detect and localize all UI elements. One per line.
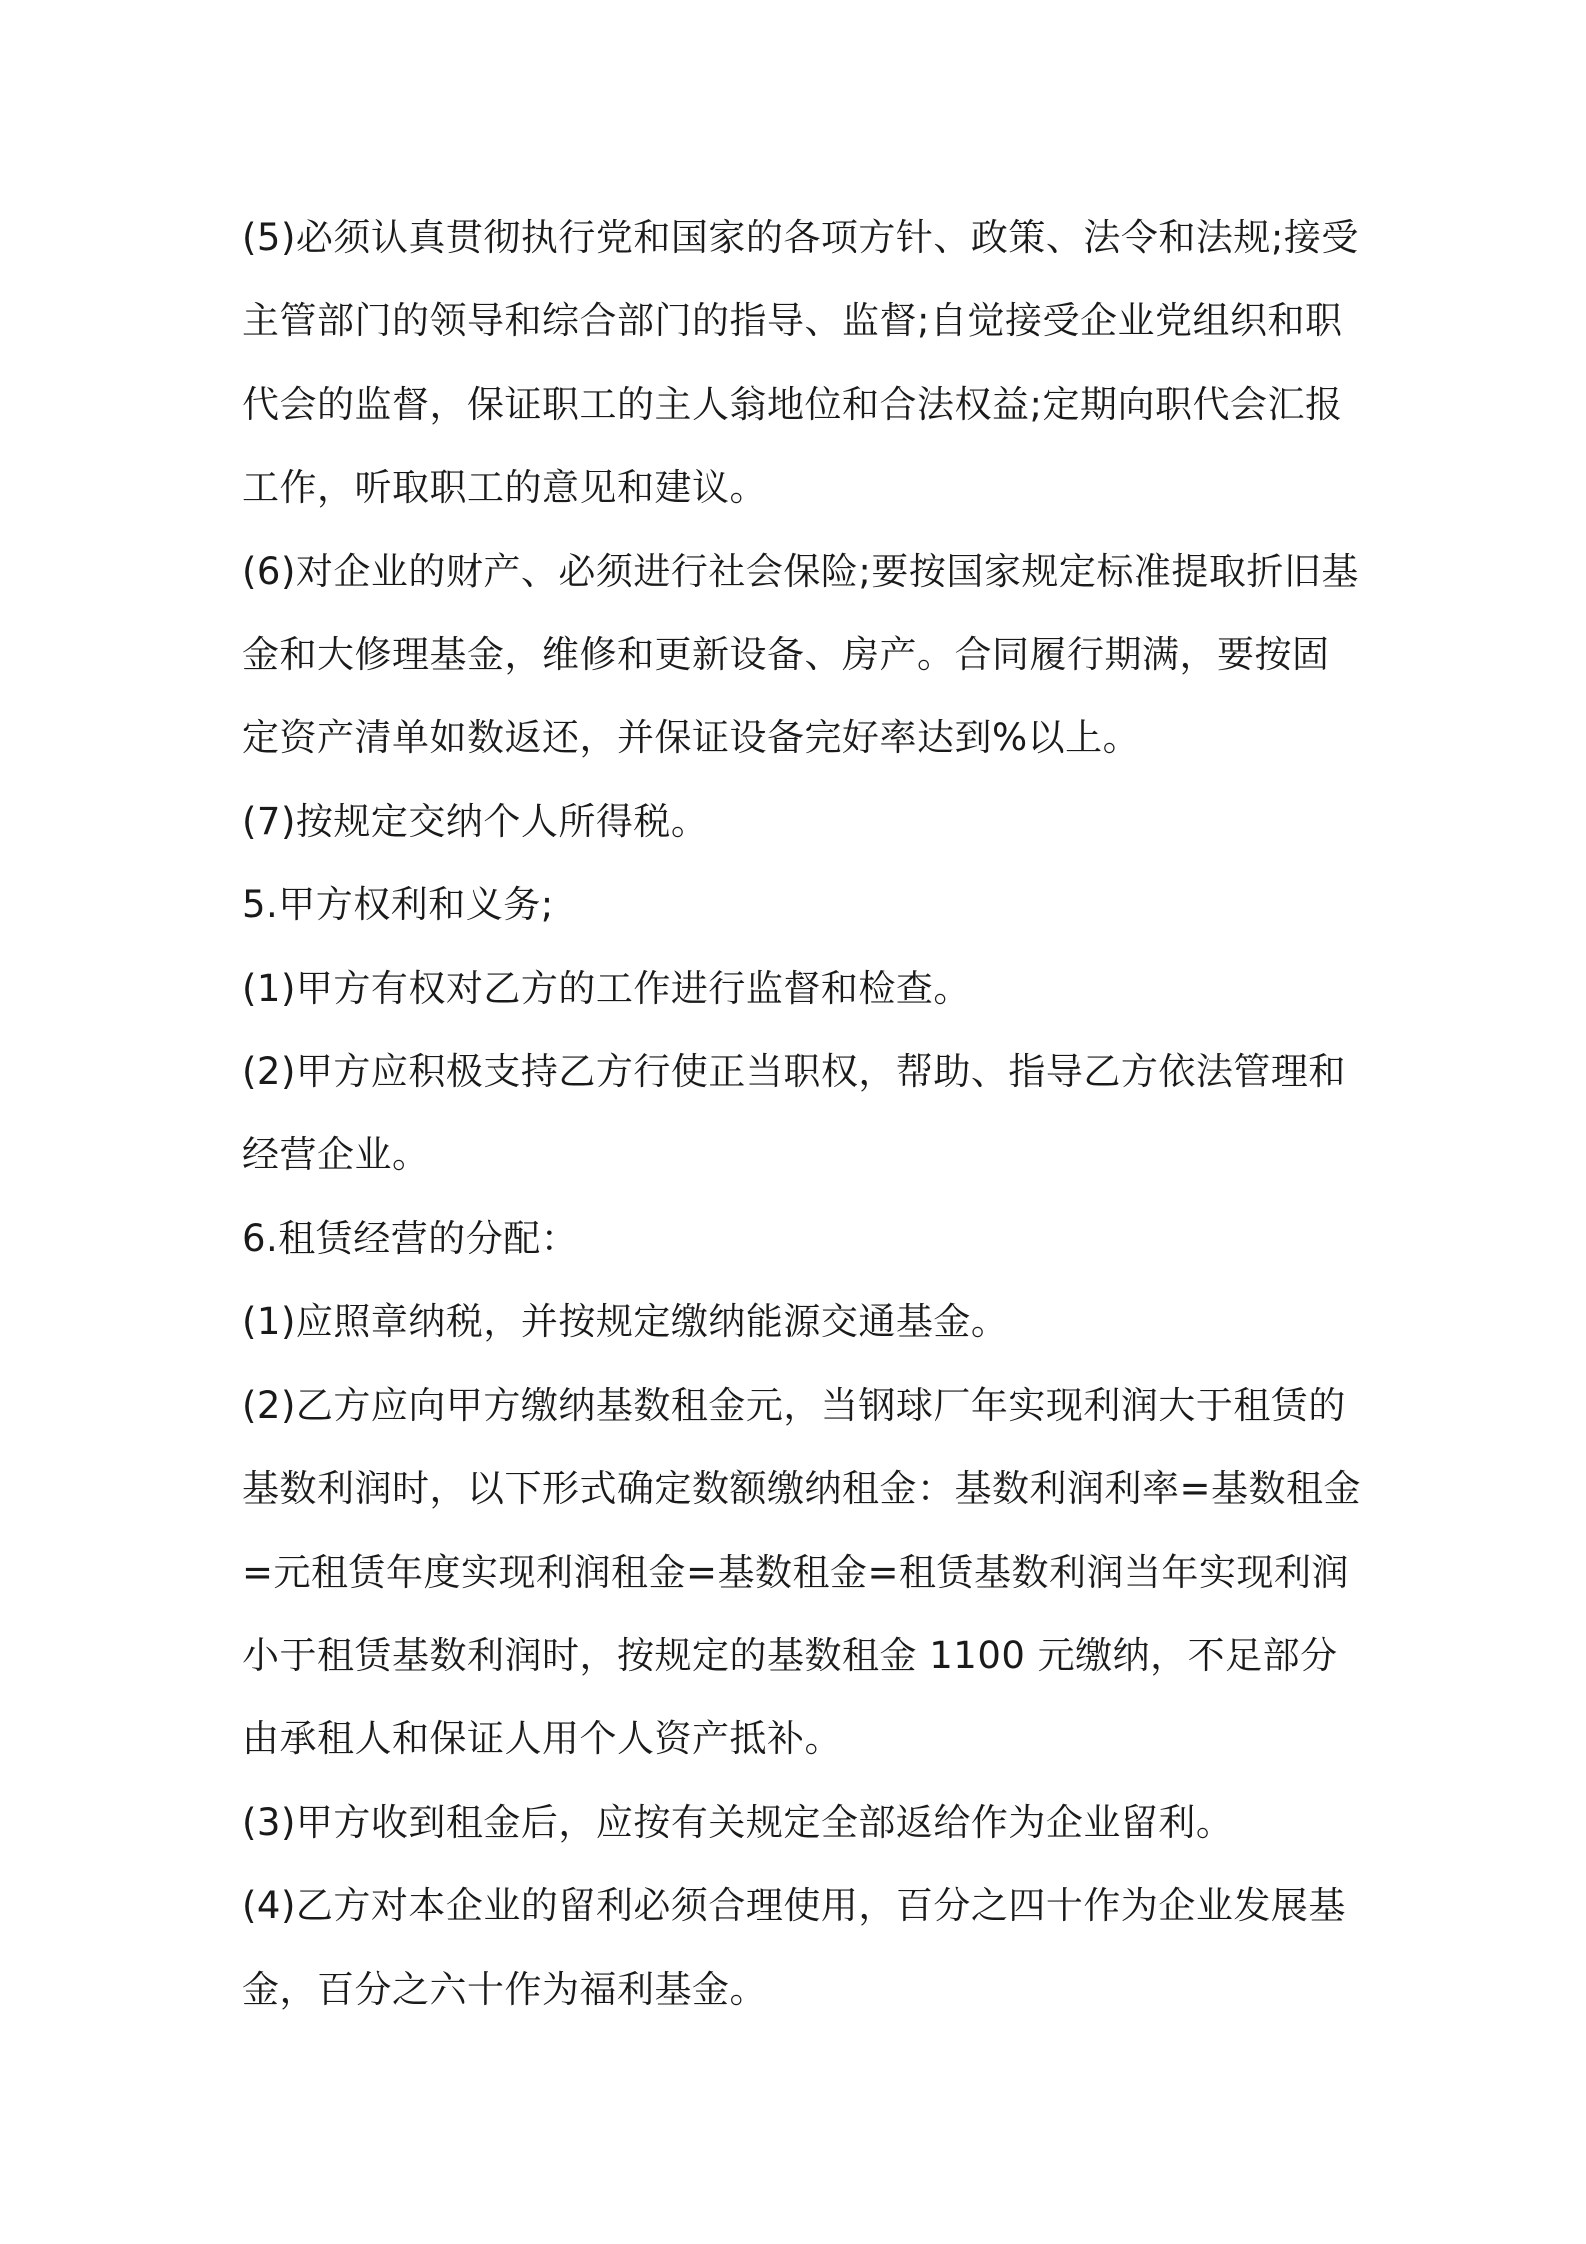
section-6-item-2: (2)乙方应向甲方缴纳基数租金元，当钢球厂年实现利润大于租赁的基数利润时，以下形式确定数额缴纳租金：基数利润利率=基数租金=元租赁年度实现利润租金=基数租金=租赁基数利润当年实现利润小于租赁基数利润时，按规定的基数租金 1100 元缴纳，不足部分由承租人和保证人用个人资产抵补。 [242,1383,1362,1761]
section-6-item-4: (4)乙方对本企业的留利必须合理使用，百分之四十作为企业发展基金，百分之六十作为福利基金。 [242,1884,1346,2011]
section-5-item-1: (1)甲方有权对乙方的工作进行监督和检查。 [242,966,971,1010]
paragraph-6-property-insurance: (6)对企业的财产、必须进行社会保险;要按国家规定标准提取折旧基金和大修理基金，维修和更新设备、房产。合同履行期满，要按固定资产清单如数返还，并保证设备完好率达到%以上。 [242,549,1359,760]
section-6-item-1: (1)应照章纳税，并按规定缴纳能源交通基金。 [242,1300,1009,1344]
section-5-item-2: (2)甲方应积极支持乙方行使正当职权，帮助、指导乙方依法管理和经营企业。 [242,1050,1346,1177]
section-6-heading: 6.租赁经营的分配： [242,1216,579,1260]
paragraph-7-income-tax: (7)按规定交纳个人所得税。 [242,799,709,843]
section-6-item-3: (3)甲方收到租金后，应按有关规定全部返给作为企业留利。 [242,1800,1234,1844]
section-5-heading: 5.甲方权利和义务; [242,883,554,927]
document-body [242,196,1362,2031]
paragraph-5-obligations: (5)必须认真贯彻执行党和国家的各项方针、政策、法令和法规;接受主管部门的领导和综合部门的指导、监督;自觉接受企业党组织和职代会的监督，保证职工的主人翁地位和合法权益;定期向职代会汇报工作，听取职工的意见和建议。 [242,216,1359,510]
